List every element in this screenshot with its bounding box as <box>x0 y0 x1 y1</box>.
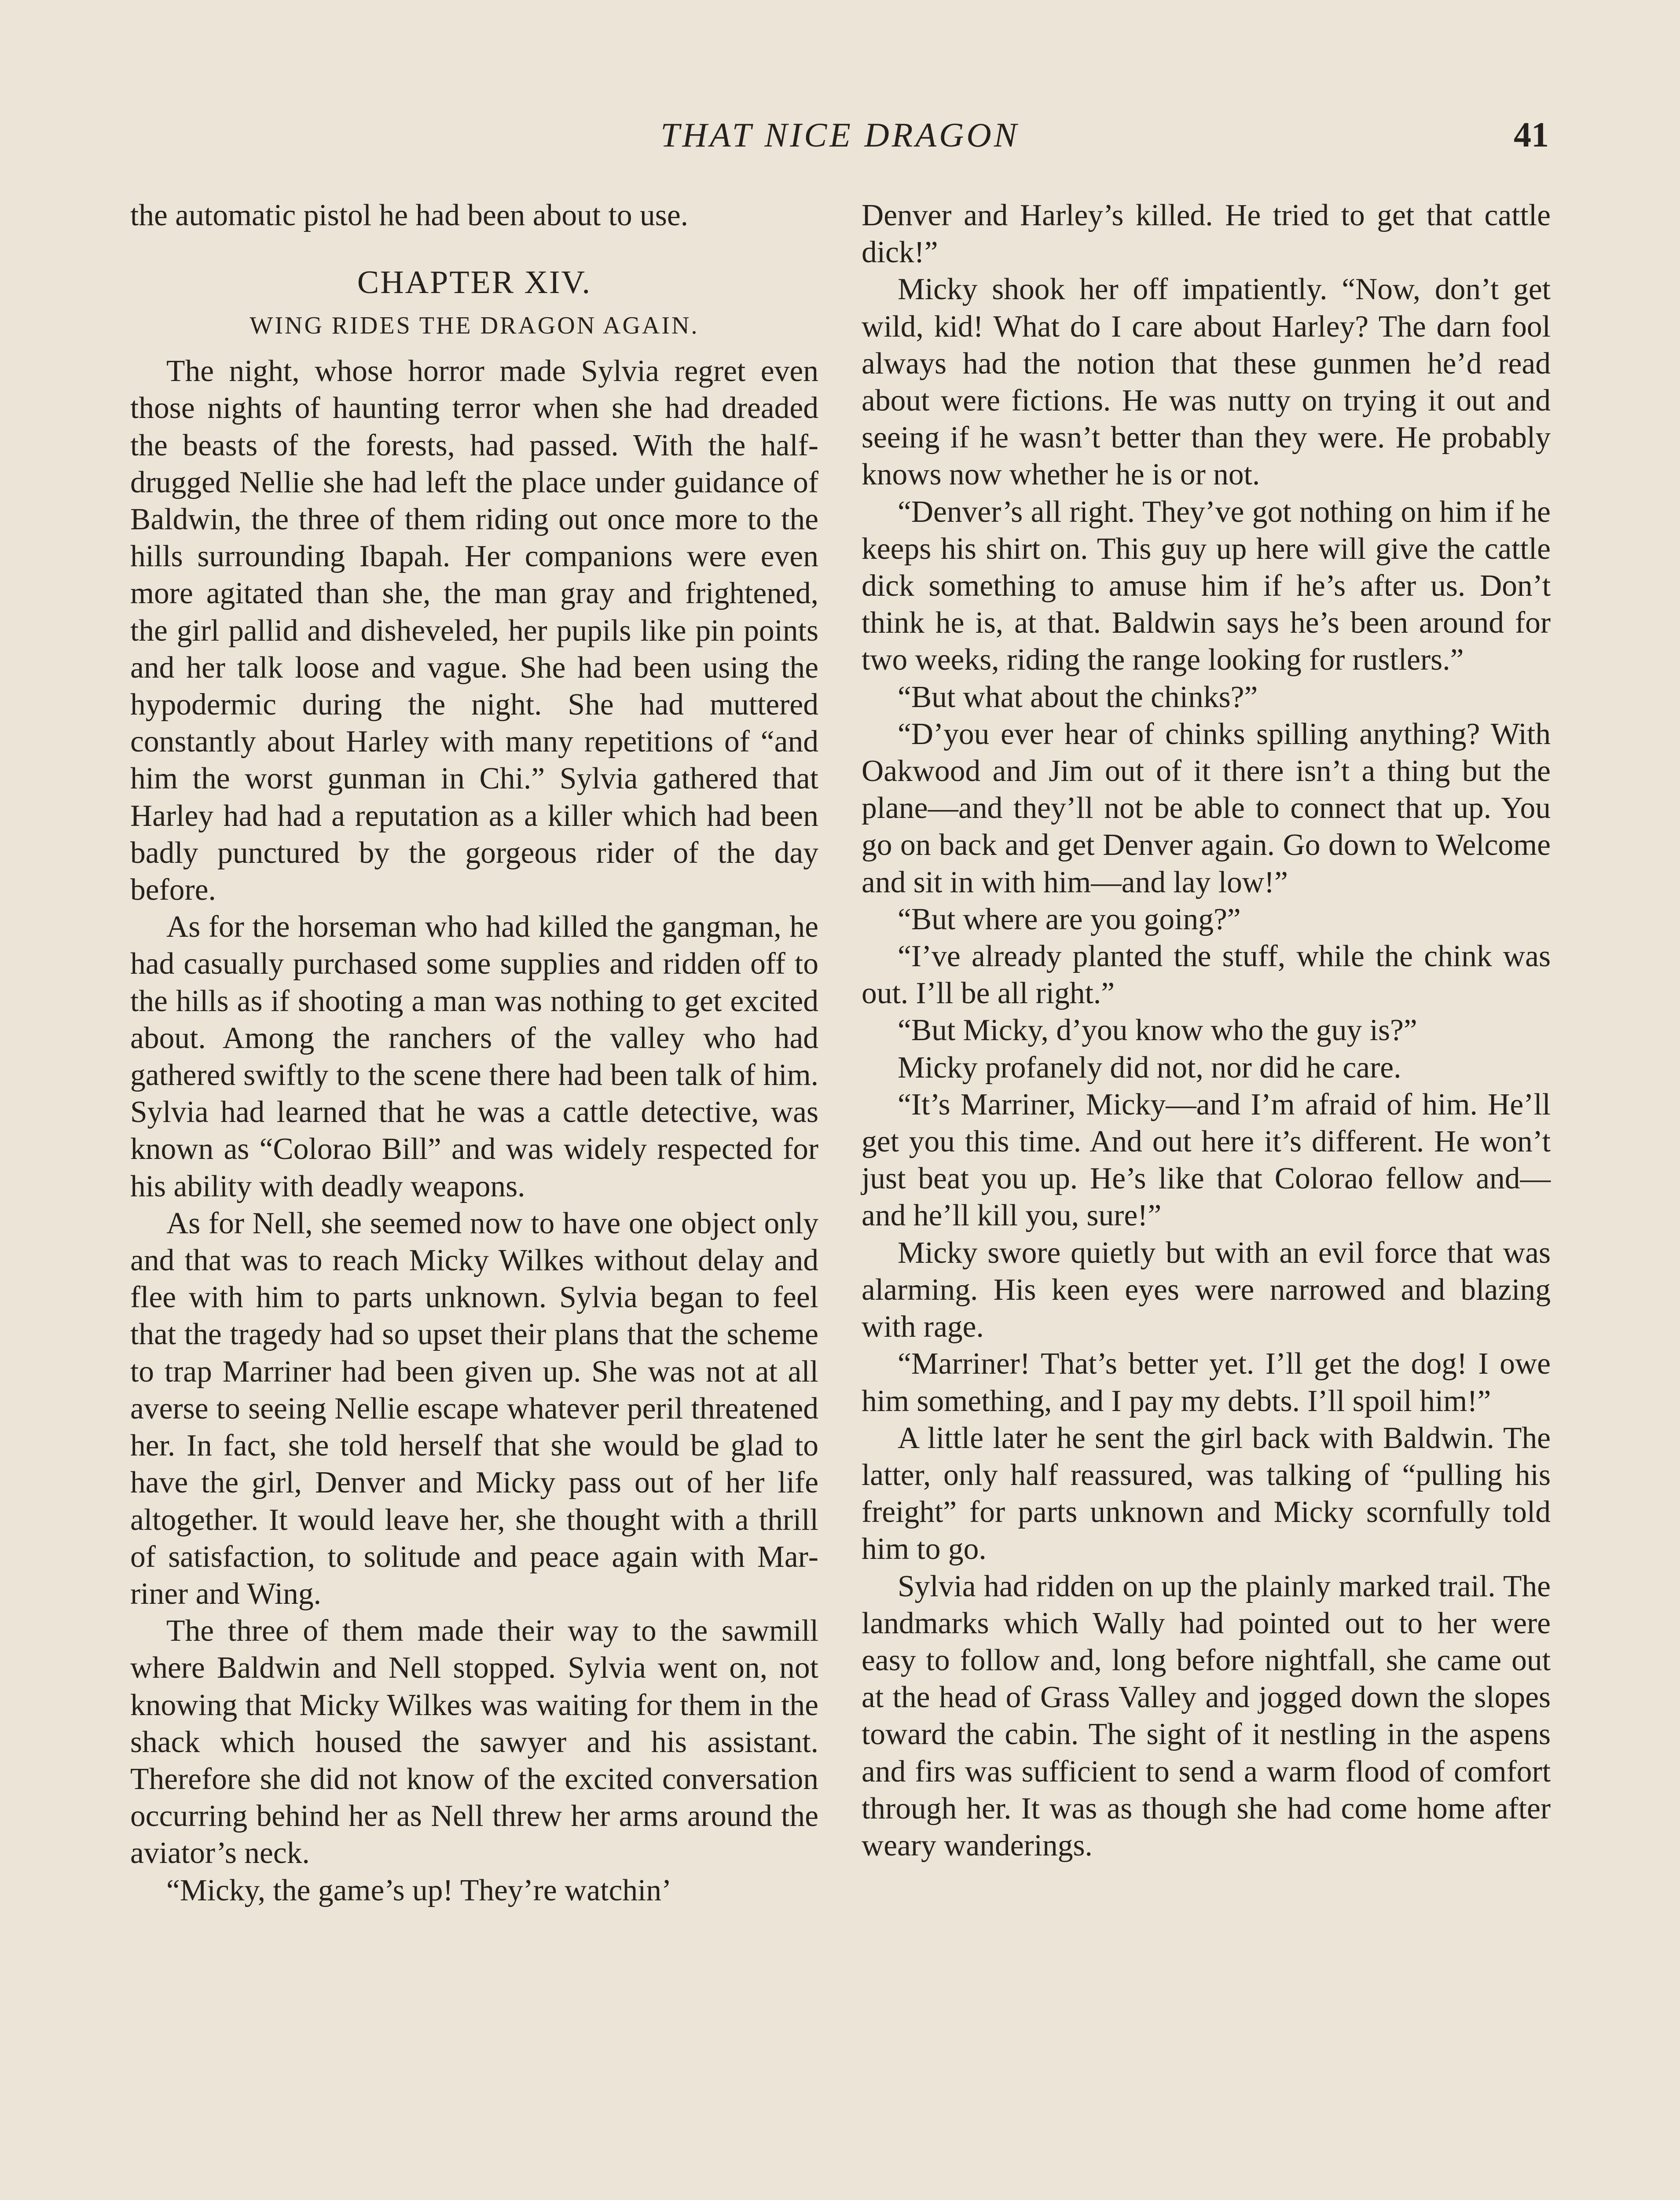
chapter-subtitle: WING RIDES THE DRAGON AGAIN. <box>249 312 699 340</box>
right-paragraph-7: “But Micky, d’you know who the guy is?” <box>898 1013 1417 1048</box>
right-paragraph-3: “But what about the chinks?” <box>898 680 1258 714</box>
right-paragraph-4: “D’you ever hear of chinks spilling anything? With Oakwood and Jim out of it there isn’t a thing but the plane—and they’ll not be able to connect that up. You go on back and get Denver again. Go down to Welcome and sit in with him—and lay low!” <box>862 717 1551 899</box>
right-paragraph-1: Micky shook her off impatiently. “Now, don’t get wild, kid! What do I care about Harley? The darn fool always had the notion that these gunmen he’d read about were fictions. He was nutty on trying it out and seeing if he wasn’t better than they were. He probably knows now whether he is or not. <box>862 272 1551 492</box>
right-column <box>862 197 1551 1864</box>
right-paragraph-0: Denver and Harley’s killed. He tried to get that cattle dick!” <box>862 198 1551 270</box>
right-paragraph-9: “It’s Marriner, Micky—and I’m afraid of him. He’ll get you this time. And out here it’s different. He won’t just beat you up. He’s like that Colorao fellow and—and he’ll kill you, sure!” <box>862 1087 1551 1233</box>
right-paragraph-11: “Marriner! That’s better yet. I’ll get the dog! I owe him something, and I pay my debts. I’ll spoil him!” <box>862 1347 1551 1418</box>
right-paragraph-6: “I’ve already planted the stuff, while the chink was out. I’ll be all right.” <box>862 939 1551 1011</box>
left-column <box>130 197 818 1909</box>
left-paragraph-3: As for Nell, she seemed now to have one object only and that was to reach Micky Wilkes without delay and flee with him to parts unknown. Sylvia began to feel that the tragedy had so upset their plans that the scheme to trap Marriner had been given up. She was not at all averse to seeing Nellie escape whatever peril threatened her. In fact, she told herself that she would be glad to have the girl, Denver and Micky pass out of her life altogether. It would leave her, she thought with a thrill of satisfaction, to solitude and peace again with Marriner and Wing. <box>130 1206 818 1611</box>
chapter-title: CHAPTER XIV. <box>357 264 592 301</box>
left-paragraph-0: the automatic pistol he had been about to use. <box>130 198 689 232</box>
right-paragraph-13: Sylvia had ridden on up the plainly marked trail. The landmarks which Wally had pointed out to her were easy to follow and, long before nightfall, she came out at the head of Grass Valley and jogged down the slopes toward the cabin. The sight of it nestling in the aspens and firs was sufficient to send a warm flood of comfort through her. It was as though she had come home after weary wanderings. <box>862 1569 1551 1863</box>
right-paragraph-10: Micky swore quietly but with an evil force that was alarming. His keen eyes were narrowed and blazing with rage. <box>862 1236 1551 1344</box>
page-number: 41 <box>1514 116 1549 154</box>
left-paragraph-2: As for the horseman who had killed the gangman, he had casually purchased some supplies and ridden off to the hills as if shooting a man was nothing to get excited about. Among the ranchers of the valley who had gathered swiftly to the scene there had been talk of him. Sylvia had learned that he was a cattle detective, was known as “Colorao Bill” and was widely respected for his ability with deadly weapons. <box>130 910 818 1203</box>
left-paragraph-1: The night, whose horror made Sylvia regret even those nights of haunting terror when she had dreaded the beasts of the forests, had passed. With the half-drugged Nellie she had left the place under guidance of Baldwin, the three of them riding out once more to the hills surrounding Ibapah. Her companions were even more agitated than she, the man gray and frightened, the girl pallid and disheveled, her pupils like pin points and her talk loose and vague. She had been using the hypodermic during the night. She had muttered constantly about Harley with many repetitions of “and him the worst gunman in Chi.” Sylvia gathered that Harley had had a reputation as a killer which had been badly punctured by the gorgeous rider of the day before. <box>130 354 818 907</box>
right-paragraph-12: A little later he sent the girl back with Baldwin. The latter, only half reassured, was talking of “pulling his freight” for parts unknown and Micky scornfully told him to go. <box>862 1421 1551 1566</box>
right-paragraph-8: Micky profanely did not, nor did he care. <box>898 1050 1401 1085</box>
right-paragraph-2: “Denver’s all right. They’ve got nothing on him if he keeps his shirt on. This guy up here will give the cattle dick something to amuse him if he’s after us. Don’t think he is, at that. Baldwin says he’s been around for two weeks, riding the range looking for rustlers.” <box>862 495 1551 677</box>
running-header-title: THAT NICE DRAGON <box>660 116 1020 154</box>
left-paragraph-5: “Micky, the game’s up! They’re watchin’ <box>166 1873 672 1907</box>
left-paragraph-4: The three of them made their way to the sawmill where Baldwin and Nell stopped. Sylvia went on, not knowing that Micky Wilkes was waiting for them in the shack which housed the sawyer and his assistant. Therefore she did not know of the excited conversation occurring behind her as Nell threw her arms around the aviator’s neck. <box>130 1614 818 1870</box>
right-paragraph-5: “But where are you going?” <box>898 902 1241 936</box>
